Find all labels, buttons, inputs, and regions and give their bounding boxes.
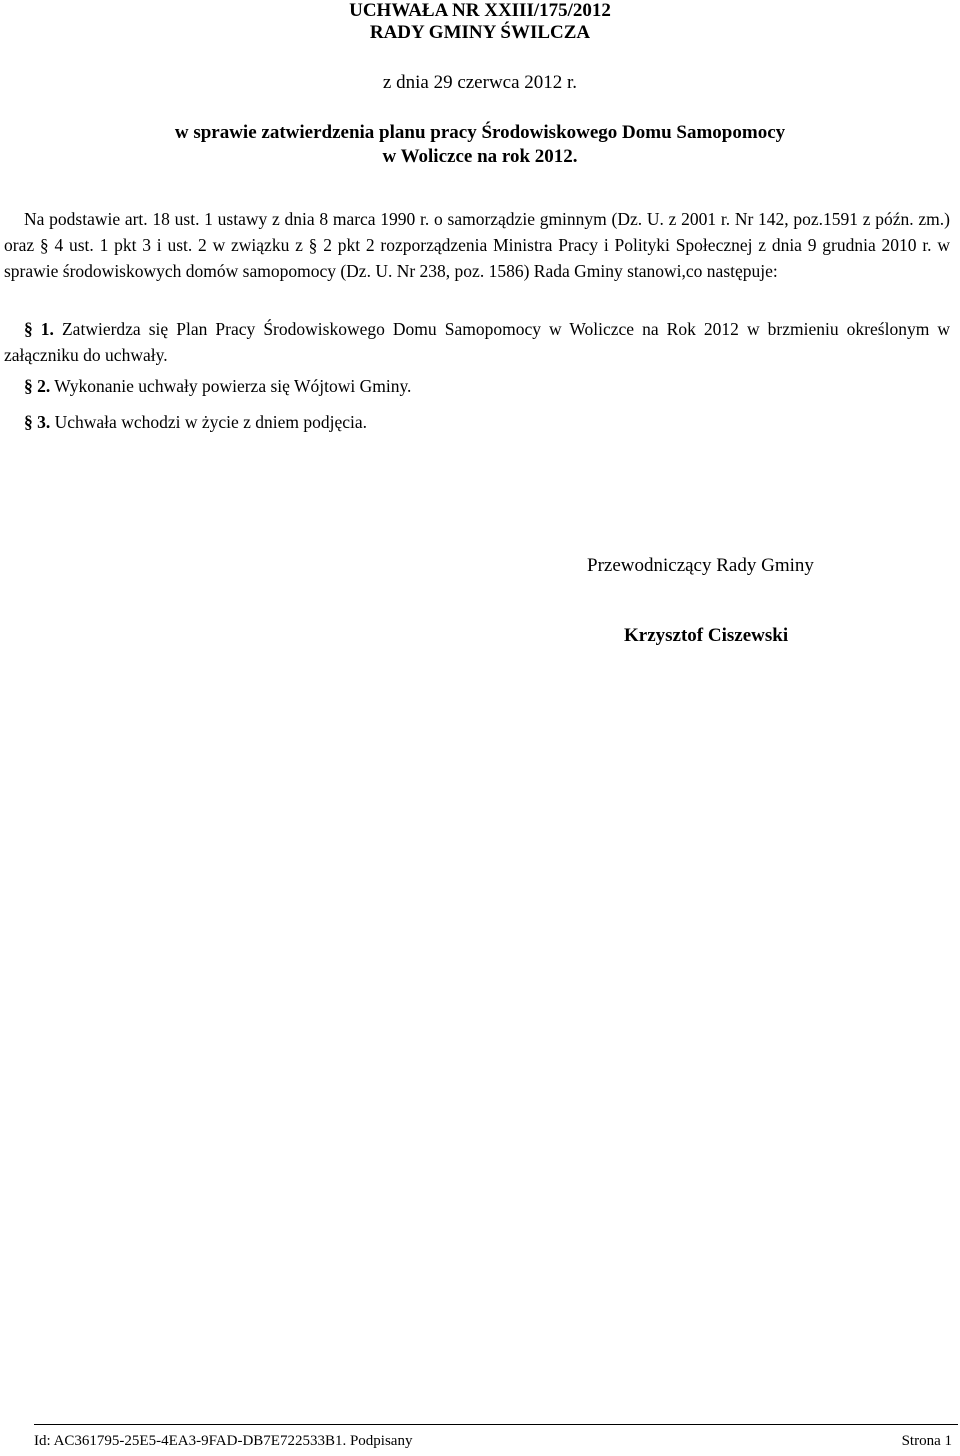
subject-line-1: w sprawie zatwierdzenia planu pracy Środowiskowego Domu Samopomocy [174,122,786,143]
section-2 [24,373,960,399]
section-1-number: § 1. [24,319,54,339]
document-title: UCHWAŁA NR XXIII/175/2012 [349,0,611,21]
section-1-text: Zatwierdza się Plan Pracy Środowiskowego Domu Samopomocy w Woliczce na Rok 2012 w brzmieniu określonym w załączniku do uchwały. [4,319,951,365]
legal-basis-paragraph: Na podstawie art. 18 ust. 1 ustawy z dnia 8 marca 1990 r. o samorządzie gminnym (Dz. U. z 2001 r. Nr 142, poz.1591 z późn. zm.) oraz § 4 ust. 1 pkt 3 i ust. 2 w związku z § 2 pkt 2 rozporządzenia Ministra Pracy i Polityki Społecznej z dnia 9 grudnia 2010 r. w sprawie środowiskowych domów samopomocy (Dz. U. Nr 238, poz. 1586) Rada Gminy stanowi,co następuje: [4,209,950,281]
footer-page-number: Strona 1 [901,1433,952,1449]
subject-line-2: w Woliczce na rok 2012. [382,146,578,167]
section-1 [4,316,950,368]
signatory-name: Krzysztof Ciszewski [624,625,789,646]
footer-divider [34,1424,958,1425]
section-3-text: Uchwała wchodzi w życie z dniem podjęcia. [50,412,368,432]
section-3 [24,409,960,435]
footer-document-id: Id: AC361795-25E5-4EA3-9FAD-DB7E722533B1. Podpisany [34,1433,413,1449]
council-name: RADY GMINY ŚWILCZA [369,22,591,43]
signatory-role: Przewodniczący Rady Gminy [587,555,814,576]
document-date: z dnia 29 czerwca 2012 r. [382,72,578,93]
section-2-text: Wykonanie uchwały powierza się Wójtowi Gminy. [50,376,412,396]
section-3-number: § 3. [24,412,51,432]
section-2-number: § 2. [24,376,51,396]
